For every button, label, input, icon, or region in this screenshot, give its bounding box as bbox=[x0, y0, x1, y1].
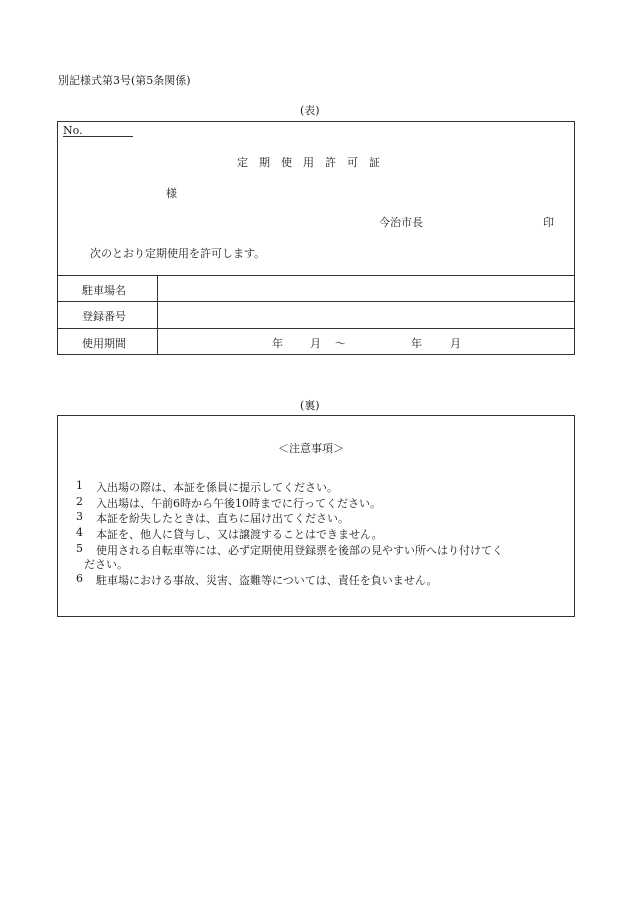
note-number-1: 1 bbox=[76, 479, 83, 492]
period-month-start: 月 bbox=[310, 337, 321, 350]
number-underline bbox=[63, 136, 133, 137]
notes-heading: ＜注意事項＞ bbox=[278, 442, 344, 455]
card-title: 定期使用許可証 bbox=[237, 156, 391, 169]
row-label-usage-period: 使用期間 bbox=[82, 337, 126, 350]
note-number-6: 6 bbox=[76, 572, 83, 585]
note-text-2: 入出場は、午前6時から午後10時までに行ってください。 bbox=[96, 497, 381, 510]
period-month-end: 月 bbox=[450, 337, 461, 350]
row-label-parking-name: 駐車場名 bbox=[82, 284, 126, 297]
note-number-5: 5 bbox=[76, 542, 83, 555]
note-number-2: 2 bbox=[76, 495, 83, 508]
issuer-name: 今治市長 bbox=[379, 216, 423, 229]
note-text-4: 本証を、他人に貸与し、又は譲渡することはできません。 bbox=[96, 528, 383, 541]
note-text-1: 入出場の際は、本証を係員に提示してください。 bbox=[96, 481, 338, 494]
note-text-6: 駐車場における事故、災害、盗難等については、責任を負いません。 bbox=[96, 574, 438, 587]
seal-mark: 印 bbox=[543, 216, 554, 229]
note-text-5: 使用される自転車等には、必ず定期使用登録票を後部の見やすい所へはり付けてく bbox=[96, 544, 503, 557]
table-column-divider bbox=[157, 275, 158, 355]
period-tilde: ～ bbox=[335, 337, 346, 350]
table-top-line bbox=[57, 275, 575, 276]
table-row-line-2 bbox=[57, 328, 575, 329]
addressee-suffix: 様 bbox=[166, 187, 177, 200]
table-row-line-1 bbox=[57, 301, 575, 302]
note-number-3: 3 bbox=[76, 510, 83, 523]
back-side-label: (裏) bbox=[300, 399, 320, 412]
note-number-4: 4 bbox=[76, 526, 83, 539]
permission-statement: 次のとおり定期使用を許可します。 bbox=[90, 247, 266, 260]
number-label: No. bbox=[63, 124, 83, 137]
period-year-end: 年 bbox=[411, 337, 422, 350]
front-side-label: (表) bbox=[300, 104, 320, 117]
period-year-start: 年 bbox=[272, 337, 283, 350]
note-text-3: 本証を紛失したときは、直ちに届け出てください。 bbox=[96, 512, 349, 525]
note-text-5-continued: ださい。 bbox=[84, 558, 128, 571]
row-label-registration-number: 登録番号 bbox=[82, 310, 126, 323]
form-label: 別記様式第3号(第5条関係) bbox=[58, 74, 191, 87]
